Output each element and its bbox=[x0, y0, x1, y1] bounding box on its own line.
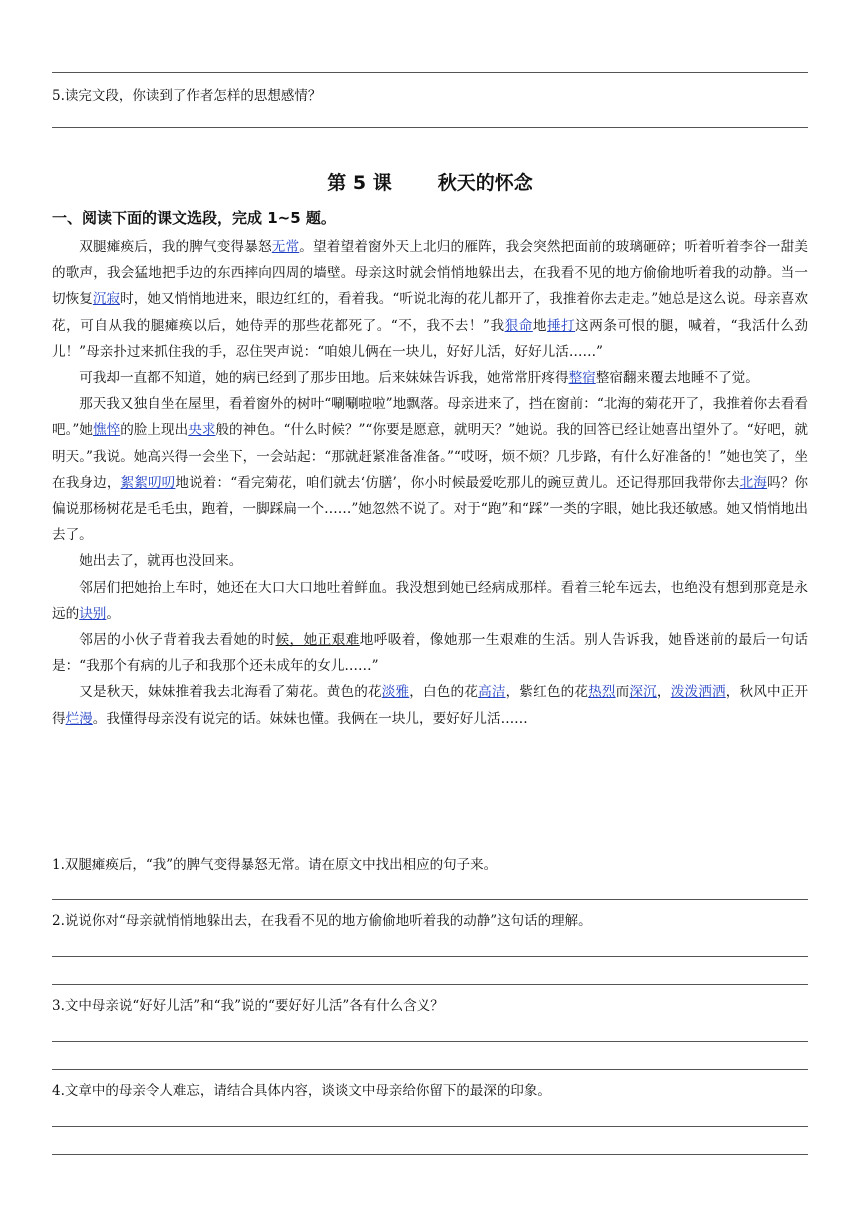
passage-paragraph-4: 她出去了，就再也没回来。 bbox=[79, 553, 243, 570]
underlined-word: 泼泼洒洒 bbox=[670, 684, 726, 701]
underlined-word: 烂漫 bbox=[65, 710, 93, 727]
section-heading: 一、阅读下面的课文选段，完成 1~5 题。 bbox=[52, 209, 336, 227]
lesson-number: 第 5 课 bbox=[327, 172, 392, 194]
answer-line bbox=[52, 1126, 808, 1127]
answer-line bbox=[52, 1154, 808, 1155]
passage-paragraph-7: 又是秋天，妹妹推着我去北海看了菊花。黄色的花淡雅，白色的花高洁，紫红色的花热烈而深沉，泼泼洒洒，秋风中正开得烂漫。我懂得母亲没有说完的话。妹妹也懂。我俩在一块儿，要好好儿活…… bbox=[52, 684, 809, 727]
question-1: 1.双腿瘫痪后，“我”的脾气变得暴怒无常。请在原文中找出相应的句子来。 bbox=[52, 857, 498, 873]
passage-paragraph-3: 那天我又独自坐在屋里，看着窗外的树叶“唰唰啦啦”地飘落。母亲进来了，挡在窗前：“北海的菊花开了，我推着你去看看吧。”她憔悴的脸上现出央求般的神色。“什么时候？”“你要是愿意，就明天？”她说。我的回答已经让她喜出望外了。“好吧，就明天。”我说。她高兴得一会坐下，一会站起：“那就赶紧准备准备。”“哎呀，烦不烦？几步路，有什么好准备的！”她也笑了，坐在我身边，絮絮叨叨地说着：“看完菊花，咱们就去‘仿膳’，你小时候最爱吃那儿的豌豆黄儿。还记得那回我带你去北海吗？你偏说那杨树花是毛毛虫，跑着，一脚踩扁一个……”她忽然不说了。对于“跑”和“踩”一类的字眼，她比我还敏感。她又悄悄地出去了。 bbox=[52, 396, 809, 544]
answer-line bbox=[52, 127, 808, 128]
question-5: 5.读完文段，你读到了作者怎样的思想感情？ bbox=[52, 88, 322, 104]
underlined-word: 狠命 bbox=[504, 317, 533, 334]
answer-line bbox=[52, 899, 808, 900]
underlined-word: 捶打 bbox=[546, 317, 576, 334]
lesson-title bbox=[52, 168, 808, 195]
underlined-word: 沉寂 bbox=[92, 291, 121, 308]
underlined-word: 整宿 bbox=[568, 370, 596, 387]
answer-line bbox=[52, 1069, 808, 1070]
lesson-name: 秋天的怀念 bbox=[437, 172, 533, 194]
passage-paragraph-5: 邻居们把她抬上车时，她还在大口大口地吐着鲜血。我没想到她已经病成那样。看着三轮车远去，也绝没有想到那竟是永远的诀别。 bbox=[52, 579, 808, 622]
underlined-word: 诀别 bbox=[79, 605, 107, 622]
underlined-word: 高洁 bbox=[478, 684, 506, 701]
answer-line bbox=[52, 72, 808, 73]
underlined-word: 无常 bbox=[271, 239, 300, 255]
answer-line bbox=[52, 1041, 808, 1042]
underlined-word: 憔悴 bbox=[92, 422, 121, 439]
passage-paragraph-6: 邻居的小伙子背着我去看她的时候，她正艰难地呼吸着，像她那一生艰难的生活。别人告诉我，她昏迷前的最后一句话是：“我那个有病的儿子和我那个还未成年的女儿……” bbox=[52, 632, 809, 675]
question-3: 3.文中母亲说“好好儿活”和“我”说的“要好好儿活”各有什么含义？ bbox=[52, 998, 444, 1014]
underlined-word: 央求 bbox=[188, 422, 216, 439]
question-2: 2.说说你对“母亲就悄悄地躲出去，在我看不见的地方偷偷地听着我的动静”这句话的理解。 bbox=[52, 913, 592, 929]
worksheet-page bbox=[52, 0, 808, 1216]
underlined-word: 北海 bbox=[739, 474, 768, 491]
answer-line bbox=[52, 956, 808, 957]
question-4: 4.文章中的母亲令人难忘，请结合具体内容，谈谈文中母亲给你留下的最深的印象。 bbox=[52, 1083, 551, 1099]
underlined-word: 热烈 bbox=[588, 684, 616, 701]
reading-passage bbox=[52, 234, 808, 732]
answer-line bbox=[52, 984, 808, 985]
passage-paragraph-1: 双腿瘫痪后，我的脾气变得暴怒无常。望着望着窗外天上北归的雁阵，我会突然把面前的玻璃砸碎；听着听着李谷一甜美的歌声，我会猛地把手边的东西摔向四周的墙壁。母亲这时就会悄悄地躲出去，在我看不见的地方偷偷地听着我的动静。当一切恢复沉寂时，她又悄悄地进来，眼边红红的，看着我。“听说北海的花儿都开了，我推着你去走走。”她总是这么说。母亲喜欢花，可自从我的腿瘫痪以后，她侍弄的那些花都死了。“不，我不去！”我狠命地捶打这两条可恨的腿，喊着，“我活什么劲儿！”母亲扑过来抓住我的手，忍住哭声说：“咱娘儿俩在一块儿，好好儿活，好好儿活……” bbox=[52, 239, 809, 360]
underlined-word: 淡雅 bbox=[381, 684, 410, 701]
underlined-phrase: 候，她正艰难 bbox=[275, 632, 360, 649]
underlined-word: 絮絮叨叨 bbox=[120, 474, 176, 491]
underlined-word: 深沉 bbox=[629, 684, 657, 701]
passage-paragraph-2: 可我却一直都不知道，她的病已经到了那步田地。后来妹妹告诉我，她常常肝疼得整宿整宿翻来覆去地睡不了觉。 bbox=[79, 370, 759, 387]
